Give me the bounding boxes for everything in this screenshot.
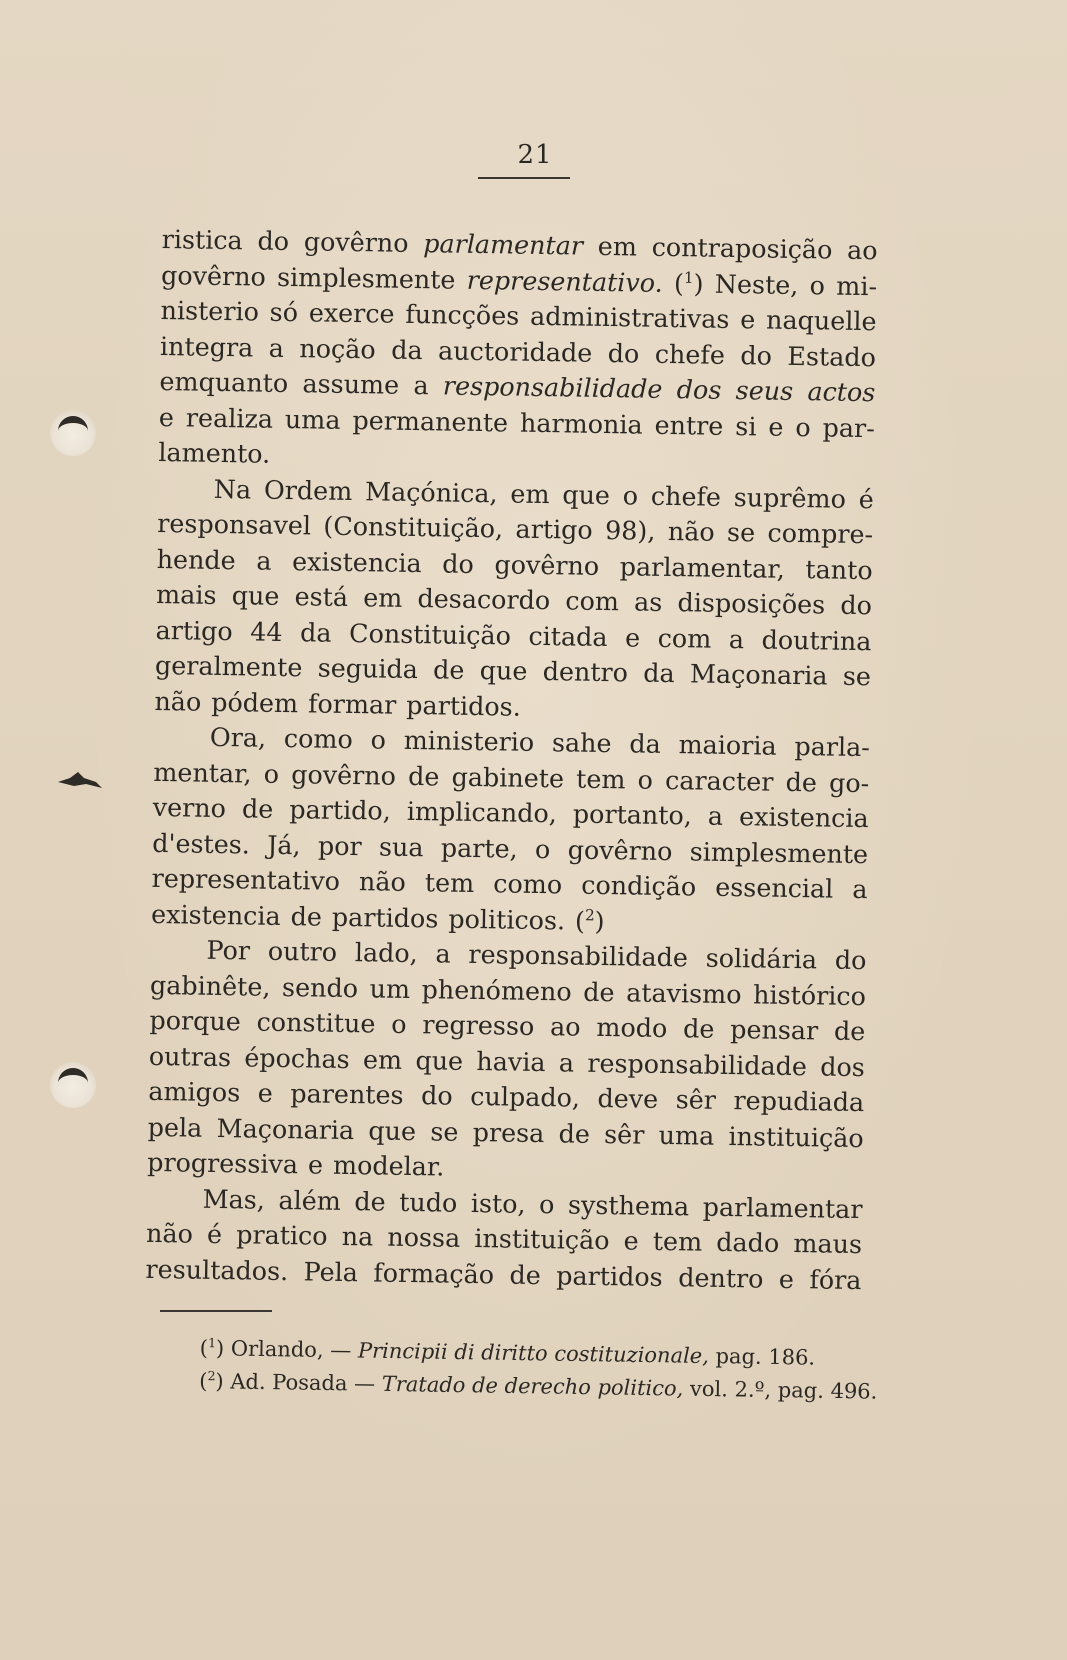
word: se xyxy=(430,1115,459,1147)
word: como xyxy=(493,868,563,900)
word: a xyxy=(728,623,745,654)
word: govêrno xyxy=(303,226,409,258)
word: de xyxy=(241,793,274,824)
word: representativo. xyxy=(466,264,663,298)
word: ristica xyxy=(161,223,243,256)
footnote: ($^1$) Orlando, — Principii di diritto costituzionale, pag. 186. xyxy=(199,1335,816,1370)
word: o xyxy=(370,724,387,755)
word: partidos xyxy=(331,901,439,933)
word: caracter xyxy=(664,764,774,797)
word: exerce xyxy=(308,297,395,329)
word: é xyxy=(206,1218,223,1250)
word: Pela xyxy=(303,1255,359,1287)
word: partido, xyxy=(289,794,392,826)
word: chefe xyxy=(650,480,722,512)
word: govêrno xyxy=(494,548,600,581)
word: portanto, xyxy=(572,798,693,831)
word: essencial xyxy=(715,871,834,904)
footnote: ($^2$) Ad. Posada — Tratado de derecho politico, vol. 2.º, pag. 496. xyxy=(199,1368,878,1404)
word: disposições xyxy=(677,587,826,620)
word: o xyxy=(622,479,639,511)
word: pela xyxy=(147,1111,203,1143)
word: formar xyxy=(307,687,397,720)
word: do xyxy=(420,1080,453,1111)
footnote-work: Tratado de derecho politico, xyxy=(381,1371,684,1401)
word: lado, xyxy=(354,937,418,969)
word: pensar xyxy=(730,1014,819,1046)
word: de xyxy=(290,900,323,932)
word: Na xyxy=(213,473,252,504)
word: épochas xyxy=(244,1041,350,1074)
word: Já, xyxy=(266,829,301,860)
word: mi- xyxy=(836,270,878,301)
word: govêrno xyxy=(567,833,673,866)
word: e xyxy=(307,1149,324,1180)
word: que xyxy=(479,655,528,686)
word: doutrina xyxy=(761,623,872,656)
word: o xyxy=(534,833,551,864)
word: responsabilidade xyxy=(587,1047,808,1081)
word: responsabilidade xyxy=(442,370,663,404)
word: a xyxy=(268,332,285,363)
word: existencia xyxy=(150,898,281,931)
word: tudo xyxy=(399,1186,458,1218)
word: uma xyxy=(658,1119,715,1151)
word: além xyxy=(278,1184,342,1216)
word: de xyxy=(833,1015,866,1047)
word: responsavel xyxy=(157,507,312,541)
word: ($^1$) xyxy=(673,267,704,299)
word: presa xyxy=(472,1116,545,1148)
word: Ora, xyxy=(209,721,267,753)
footnote-rule xyxy=(160,1310,272,1312)
word: formação xyxy=(373,1256,495,1289)
word: não xyxy=(358,866,407,897)
word: sêr xyxy=(603,1118,645,1150)
word: gabinete xyxy=(451,761,565,793)
word: compre- xyxy=(767,517,874,550)
word: de xyxy=(432,654,465,685)
word: si xyxy=(735,410,757,441)
word: simplesmente xyxy=(689,835,869,869)
word: com xyxy=(657,622,712,654)
word: parlamentar xyxy=(702,1191,863,1224)
word: Por xyxy=(206,934,251,966)
word: do xyxy=(607,337,640,369)
word: que xyxy=(368,1114,417,1146)
word: Ordem xyxy=(263,474,353,506)
word: de xyxy=(682,1013,715,1044)
word: lamento. xyxy=(158,436,271,469)
word: govêrno xyxy=(291,758,397,791)
word: tanto xyxy=(805,553,873,585)
word: e xyxy=(740,304,756,335)
footnotes xyxy=(199,1332,880,1409)
word: resultados. xyxy=(145,1253,289,1286)
word: amigos xyxy=(148,1075,241,1108)
word: de xyxy=(558,1117,591,1149)
word: dentro xyxy=(542,656,629,688)
word: gabinête, xyxy=(149,969,271,1002)
word: go- xyxy=(828,767,870,798)
word: tem xyxy=(424,867,475,898)
word: mais xyxy=(155,578,217,610)
word: e xyxy=(158,401,175,432)
word: o xyxy=(637,764,654,795)
word: não xyxy=(145,1217,194,1249)
word: e xyxy=(623,1225,639,1256)
word: entre xyxy=(654,409,724,441)
word: de xyxy=(785,766,818,797)
word: a xyxy=(852,873,868,905)
word: ($^2$) xyxy=(574,905,605,936)
word: nossa xyxy=(387,1221,461,1253)
word: se xyxy=(842,660,872,692)
word: a xyxy=(558,1046,575,1078)
word: que xyxy=(231,580,280,611)
word: parlamentar xyxy=(423,228,584,261)
ink-stain-icon xyxy=(56,770,104,790)
word: partidos. xyxy=(406,689,522,722)
word: emquanto xyxy=(159,365,289,399)
word: existencia xyxy=(291,545,422,578)
word: em xyxy=(597,230,638,262)
word: Constituição xyxy=(348,617,512,651)
word: chefe xyxy=(654,338,726,370)
footnote-marker: 1 xyxy=(207,1335,217,1351)
word: govêrno xyxy=(160,259,267,292)
word: com xyxy=(565,585,620,617)
word: integra xyxy=(159,330,254,362)
word: em xyxy=(362,1043,403,1075)
word: phenómeno xyxy=(421,973,572,1007)
word: repudiada xyxy=(733,1085,865,1118)
word: que xyxy=(415,1044,464,1076)
word: e xyxy=(768,411,784,442)
page-number-rule xyxy=(478,177,570,179)
word: a xyxy=(413,369,429,401)
word: responsabilidade xyxy=(468,938,689,973)
word: e xyxy=(624,621,641,653)
word: sendo xyxy=(281,971,359,1003)
word: em xyxy=(362,582,403,613)
word: não xyxy=(667,515,715,547)
word: ao xyxy=(549,1011,581,1042)
word: a xyxy=(435,938,451,969)
word: representativo xyxy=(151,862,341,896)
binding-hole-bottom xyxy=(50,1062,96,1108)
word: nisterio xyxy=(160,294,260,327)
word: só xyxy=(269,296,299,328)
word: do xyxy=(257,225,290,256)
word: o xyxy=(809,269,826,300)
word: tem xyxy=(575,763,626,794)
word: ministerio xyxy=(403,724,535,757)
word: geralmente xyxy=(154,649,303,683)
word: contraposição xyxy=(651,231,833,265)
word: que xyxy=(562,478,611,510)
word: systhema xyxy=(567,1189,690,1221)
word: politicos. xyxy=(448,903,566,935)
word: o xyxy=(538,1188,555,1219)
word: Maçónica, xyxy=(364,475,498,508)
word: do xyxy=(442,547,475,579)
word: de xyxy=(407,760,440,791)
word: de xyxy=(354,1185,386,1217)
footnote-author: Orlando, — xyxy=(230,1336,352,1363)
word: parte, xyxy=(440,831,518,864)
word: actos xyxy=(807,376,876,408)
word: naquelle xyxy=(765,304,877,337)
word: é xyxy=(858,483,874,514)
word: por xyxy=(317,830,362,861)
word: do xyxy=(740,339,773,371)
word: da xyxy=(629,728,662,759)
word: administrativas xyxy=(529,300,730,334)
word: existencia xyxy=(738,801,869,834)
footnote-ref: pag. 186. xyxy=(715,1344,816,1370)
binding-hole-top xyxy=(50,410,96,456)
word: par- xyxy=(822,411,876,443)
word: deve xyxy=(597,1082,659,1114)
word: está xyxy=(294,581,349,612)
word: dentro xyxy=(677,1261,764,1294)
word: Estado xyxy=(787,340,877,372)
word: da xyxy=(299,616,332,648)
word: isto, xyxy=(470,1187,526,1219)
word: o xyxy=(795,411,811,442)
word: simplesmente xyxy=(276,261,456,295)
word: condição xyxy=(581,869,697,902)
word: modelar. xyxy=(332,1149,445,1182)
word: solidária xyxy=(705,942,818,975)
word: parlamentar, xyxy=(619,550,786,584)
word: da xyxy=(391,334,423,365)
word: e xyxy=(778,1263,795,1294)
word: dado xyxy=(716,1226,780,1258)
word: instituição xyxy=(728,1120,864,1153)
word: maus xyxy=(793,1228,863,1260)
word: sêr xyxy=(675,1084,717,1115)
word: como xyxy=(283,722,354,755)
footnote-author: Ad. Posada — xyxy=(230,1369,376,1396)
word: realiza xyxy=(185,401,274,434)
word: seguida xyxy=(317,652,419,685)
word: Maçonaria xyxy=(216,1112,355,1145)
word: de xyxy=(509,1259,542,1290)
word: em xyxy=(510,478,550,509)
footnote-ref: vol. 2.º, pag. 496. xyxy=(689,1376,878,1404)
footnote-marker: 2 xyxy=(207,1368,216,1384)
word: outras xyxy=(148,1040,232,1072)
word: partidos xyxy=(556,1259,663,1292)
word: pódem xyxy=(211,686,299,718)
word: da xyxy=(643,657,675,689)
word: pratico xyxy=(235,1219,328,1251)
word: hende xyxy=(156,543,236,575)
word: mentar, xyxy=(153,756,252,788)
word: suprêmo xyxy=(733,481,847,514)
word: dos xyxy=(676,374,722,405)
word: assume xyxy=(302,368,400,400)
word: auctoridade xyxy=(437,334,593,368)
word: havia xyxy=(476,1045,546,1077)
word: regresso xyxy=(422,1009,535,1041)
word: artigo xyxy=(515,513,593,545)
word: a xyxy=(707,800,724,831)
word: artigo xyxy=(155,614,233,646)
word: noção xyxy=(299,332,376,364)
word: uma xyxy=(284,403,341,435)
word: na xyxy=(341,1220,374,1252)
word: harmonia xyxy=(519,407,643,440)
word: d'estes. xyxy=(152,827,251,859)
word: atavismo xyxy=(625,976,742,1009)
word: 44 xyxy=(250,615,283,647)
word: verno xyxy=(152,791,227,824)
footnote-work: Principii di diritto costituzionale, xyxy=(357,1338,710,1368)
word: Mas, xyxy=(202,1183,266,1215)
word: parentes xyxy=(290,1078,404,1110)
word: do xyxy=(834,944,867,976)
word: o xyxy=(390,1008,407,1039)
word: se xyxy=(726,516,756,548)
word: porque xyxy=(149,1004,242,1037)
word: 98), xyxy=(604,515,656,546)
word: de xyxy=(583,976,615,1007)
word: outro xyxy=(267,935,338,967)
word: fóra xyxy=(809,1263,862,1295)
word: permanente xyxy=(352,404,509,437)
word: seus xyxy=(735,375,794,406)
word: tem xyxy=(652,1225,703,1257)
word: histórico xyxy=(752,978,867,1011)
word: a xyxy=(256,545,272,576)
word: citada xyxy=(528,620,608,652)
word: funcções xyxy=(405,298,520,331)
word: Maçonaria xyxy=(689,658,828,691)
word: e xyxy=(257,1077,274,1108)
word: instituição xyxy=(474,1223,610,1256)
page-number: 21 xyxy=(517,140,553,170)
word: sahe xyxy=(551,727,612,759)
word: um xyxy=(369,972,411,1004)
word: parla- xyxy=(794,731,871,763)
word: desacordo xyxy=(417,583,551,616)
word: o xyxy=(263,758,280,789)
word: (Constituição, xyxy=(323,510,504,544)
body-text xyxy=(145,222,878,1298)
word: progressiva xyxy=(146,1146,299,1180)
word: sua xyxy=(378,830,424,862)
word: constitue xyxy=(256,1006,376,1039)
word: Neste, xyxy=(714,268,799,300)
word: as xyxy=(633,586,663,617)
word: implicando, xyxy=(406,795,558,829)
word: modo xyxy=(596,1011,668,1044)
word: dos xyxy=(819,1050,866,1082)
word: maioria xyxy=(678,729,777,761)
word: ao xyxy=(846,234,878,266)
word: do xyxy=(840,589,873,621)
word: culpado, xyxy=(470,1080,581,1113)
word: não xyxy=(154,685,202,717)
